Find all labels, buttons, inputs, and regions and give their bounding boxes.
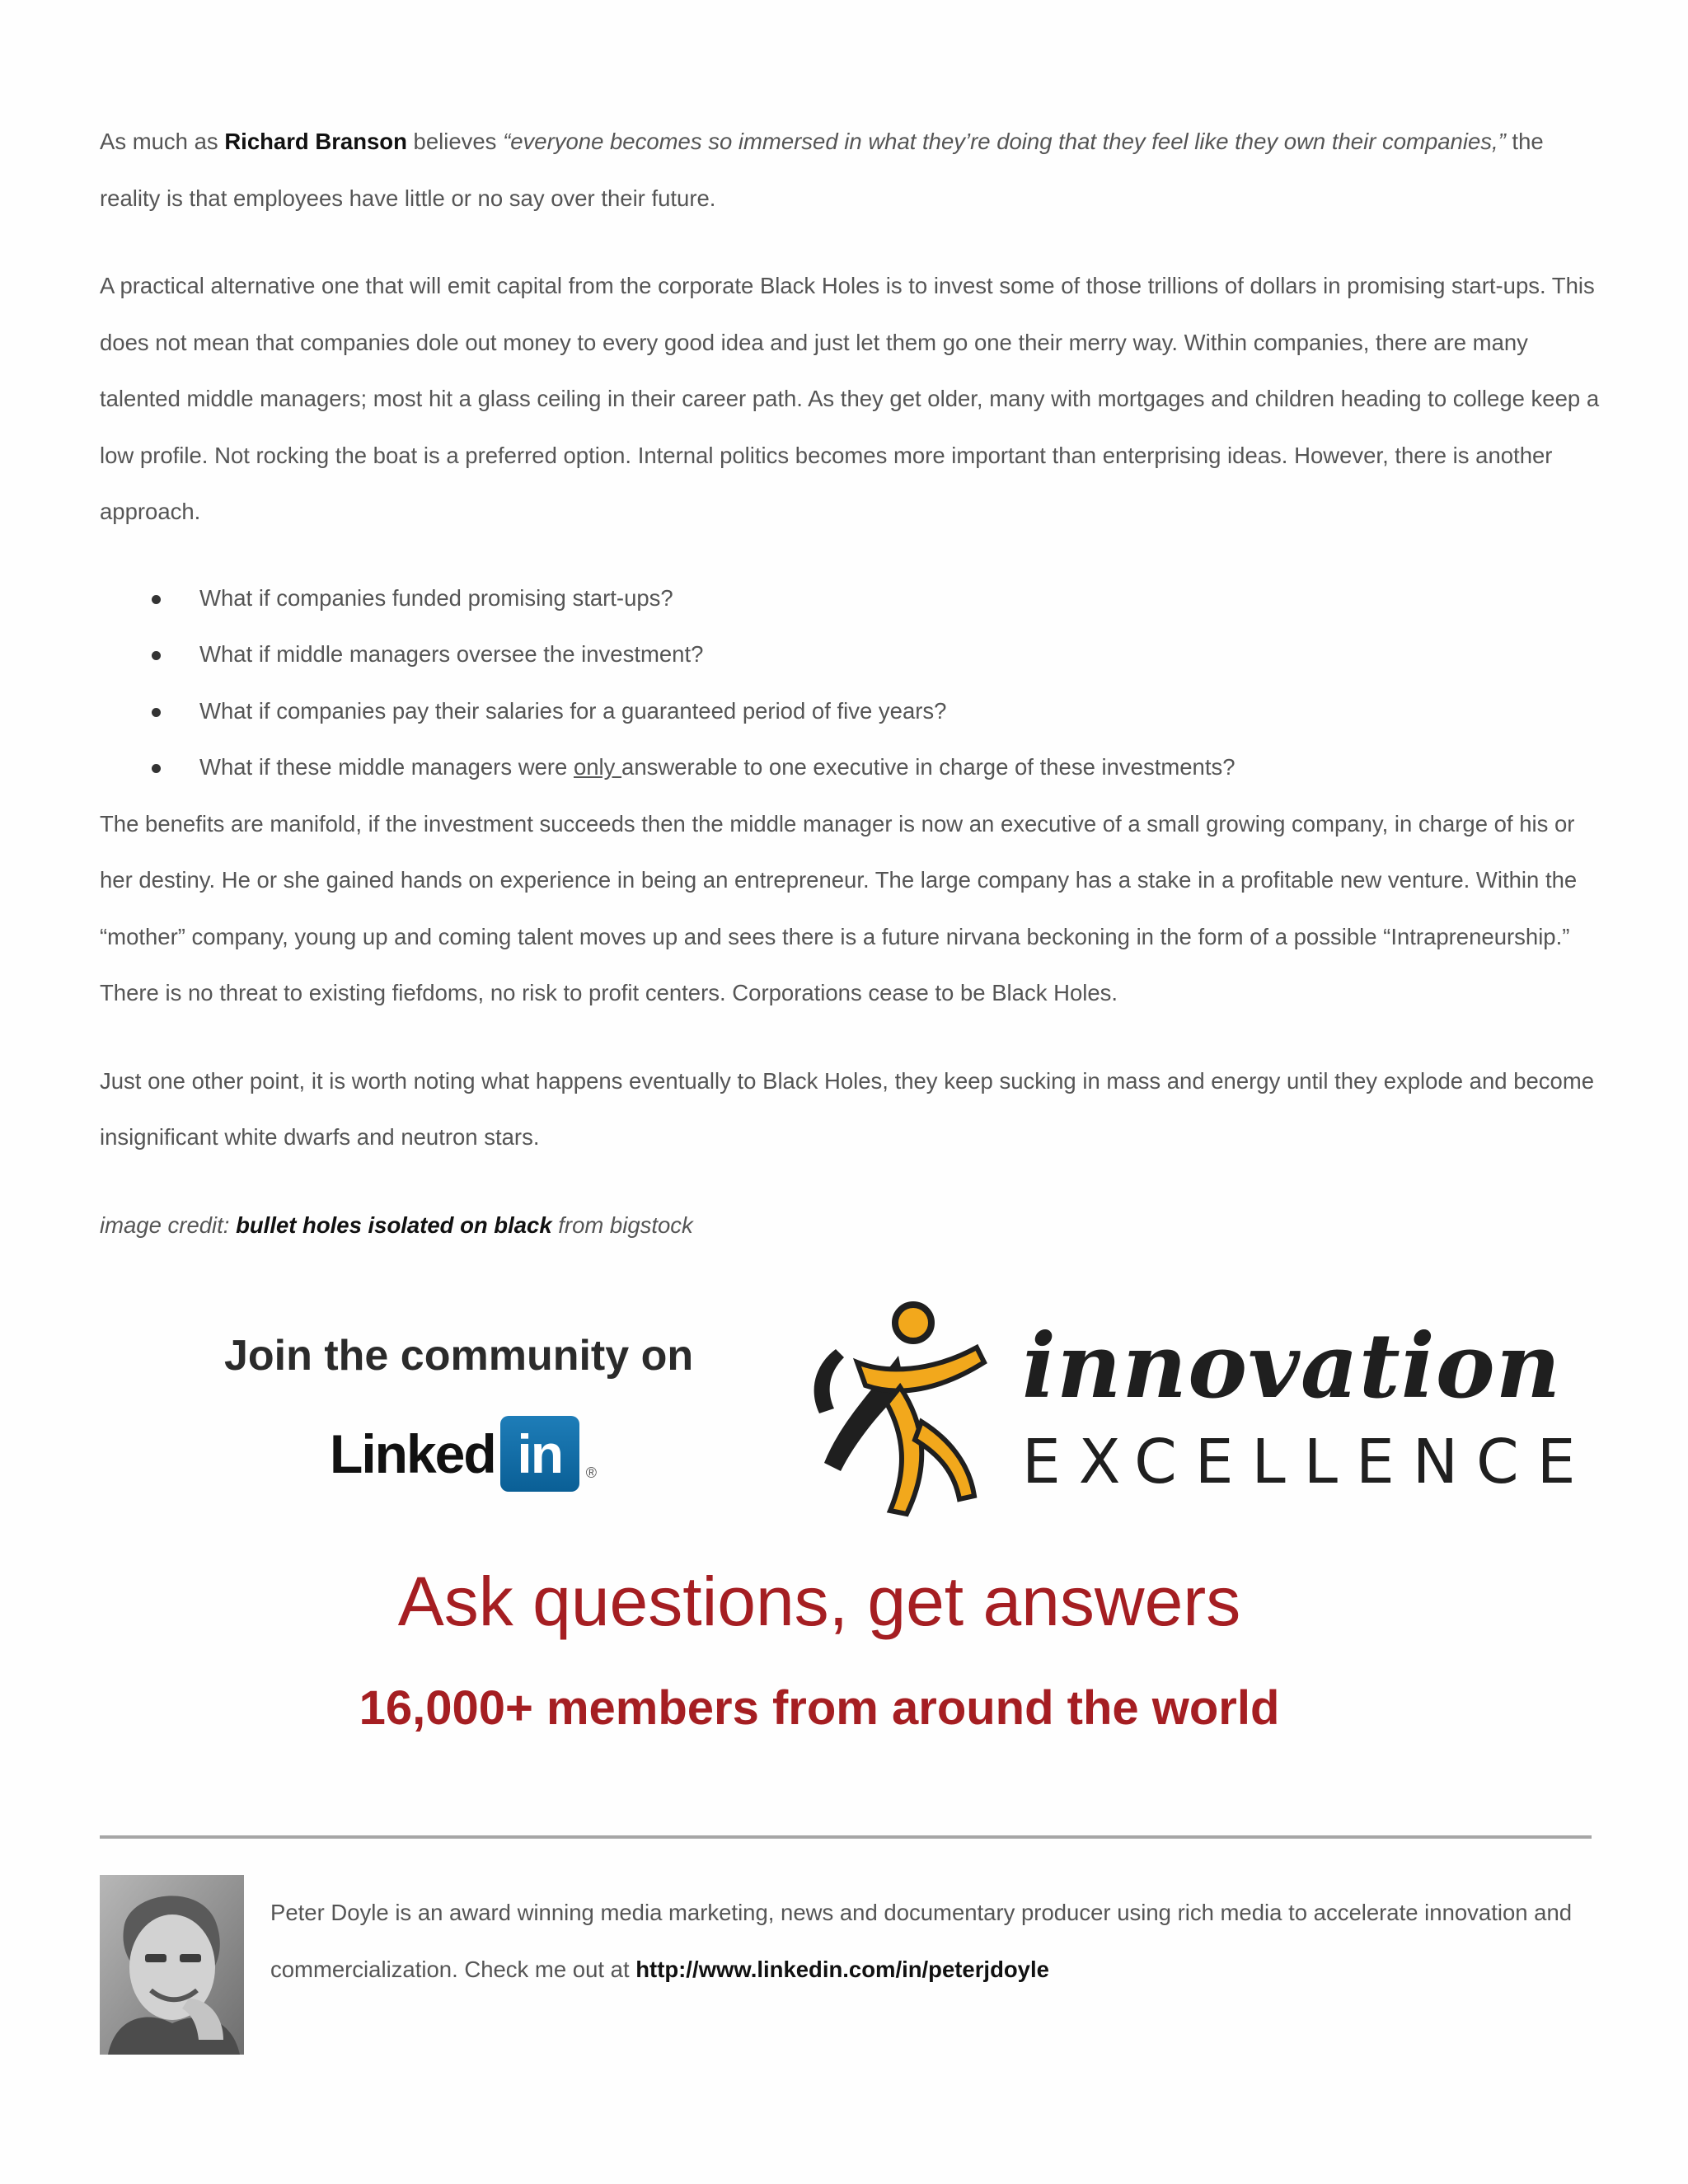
linkedin-in-icon: in bbox=[500, 1416, 579, 1492]
bullet-icon bbox=[152, 764, 161, 773]
list-item-text: What if these middle managers were bbox=[199, 754, 574, 780]
excellence-wordmark: EXCELLENCE bbox=[1022, 1427, 1594, 1497]
quote: “everyone becomes so immersed in what they’re doing that they feel like they own their companies,” bbox=[503, 129, 1506, 154]
person-name: Richard Branson bbox=[224, 129, 407, 154]
author-photo-icon bbox=[100, 1875, 244, 2055]
text: the reality is that employees have little or no say over their future. bbox=[100, 129, 1544, 211]
text: As much as bbox=[100, 129, 225, 154]
list-item-text: What if middle managers oversee the investment? bbox=[199, 641, 704, 667]
members-count-text: 16,000+ members from around the world bbox=[359, 1681, 1280, 1735]
text: believes bbox=[406, 129, 504, 154]
emphasis-only: only bbox=[573, 754, 622, 780]
list-item-text: answerable to one executive in charge of these investments? bbox=[621, 754, 1236, 780]
bio-paragraph bbox=[270, 1885, 1597, 1998]
bullet-icon bbox=[152, 651, 161, 660]
article-body bbox=[100, 114, 1600, 1254]
author-box bbox=[100, 1875, 1600, 2055]
join-community-text: Join the community on bbox=[224, 1332, 694, 1380]
linkedin-wordmark: Linked bbox=[330, 1423, 495, 1484]
innovation-excellence-figure-icon bbox=[808, 1298, 989, 1529]
linkedin-profile-link[interactable]: http://www.linkedin.com/in/peterjdoyle bbox=[635, 1956, 1049, 1982]
bullet-icon bbox=[152, 708, 161, 717]
author-bio bbox=[270, 1885, 1597, 1998]
list-item bbox=[100, 683, 1600, 740]
paragraph-alternative: A practical alternative one that will emit capital from the corporate Black Holes is to invest some of those trillions of dollars in promising start-ups. This does not mean that companies dole out money to every good idea and just let them go one their merry way. Within companies, there are many talented middle managers; most hit a glass ceiling in their career path. As they get older, many with mortgages and children heading to college keep a low profile. Not rocking the boat is a preferred option. Internal politics becomes more important than enterprising ideas. However, there is another approach. bbox=[100, 273, 1600, 524]
credit-title: bullet holes isolated on black bbox=[236, 1212, 552, 1238]
divider bbox=[100, 1835, 1592, 1839]
paragraph-black-holes: Just one other point, it is worth noting what happens eventually to Black Holes, they keep sucking in mass and energy until they explode and become insignificant white dwarfs and neutron stars. bbox=[100, 1067, 1595, 1150]
list-item bbox=[100, 626, 1600, 683]
community-banner[interactable] bbox=[0, 1282, 1688, 1760]
registered-mark: ® bbox=[585, 1465, 597, 1481]
question-list bbox=[100, 570, 1600, 796]
image-credit bbox=[100, 1197, 1600, 1254]
author-avatar bbox=[100, 1875, 244, 2055]
ask-questions-headline: Ask questions, get answers bbox=[397, 1563, 1241, 1640]
paragraph-benefits: The benefits are manifold, if the investment succeeds then the middle manager is now an executive of a small growing company, in charge of his or her destiny. He or she gained hands on experience in being an entrepreneur. The large company has a stake in a profitable new venture. Within the “mother” company, young up and coming talent moves up and sees there is a future nirvana beckoning in the form of a possible “Intrapreneurship.” There is no threat to existing fiefdoms, no risk to profit centers. Corporations cease to be Black Holes. bbox=[100, 810, 1578, 1005]
list-item bbox=[100, 739, 1600, 796]
linkedin-logo bbox=[330, 1416, 597, 1492]
bullet-icon bbox=[152, 595, 161, 604]
list-item-text: What if companies pay their salaries for a guaranteed period of five years? bbox=[199, 697, 947, 724]
list-item-text: What if companies funded promising start-ups? bbox=[199, 584, 673, 611]
credit-prefix: image credit: bbox=[100, 1212, 237, 1238]
credit-suffix: from bigstock bbox=[551, 1212, 693, 1238]
list-item bbox=[100, 570, 1600, 627]
bio-text: Peter Doyle is an award winning media marketing, news and documentary producer using rich media to accelerate innovation and commercialization. Check me out at bbox=[270, 1900, 1573, 1982]
paragraph-branson bbox=[100, 114, 1600, 227]
innovation-wordmark: innovation bbox=[1022, 1315, 1562, 1418]
